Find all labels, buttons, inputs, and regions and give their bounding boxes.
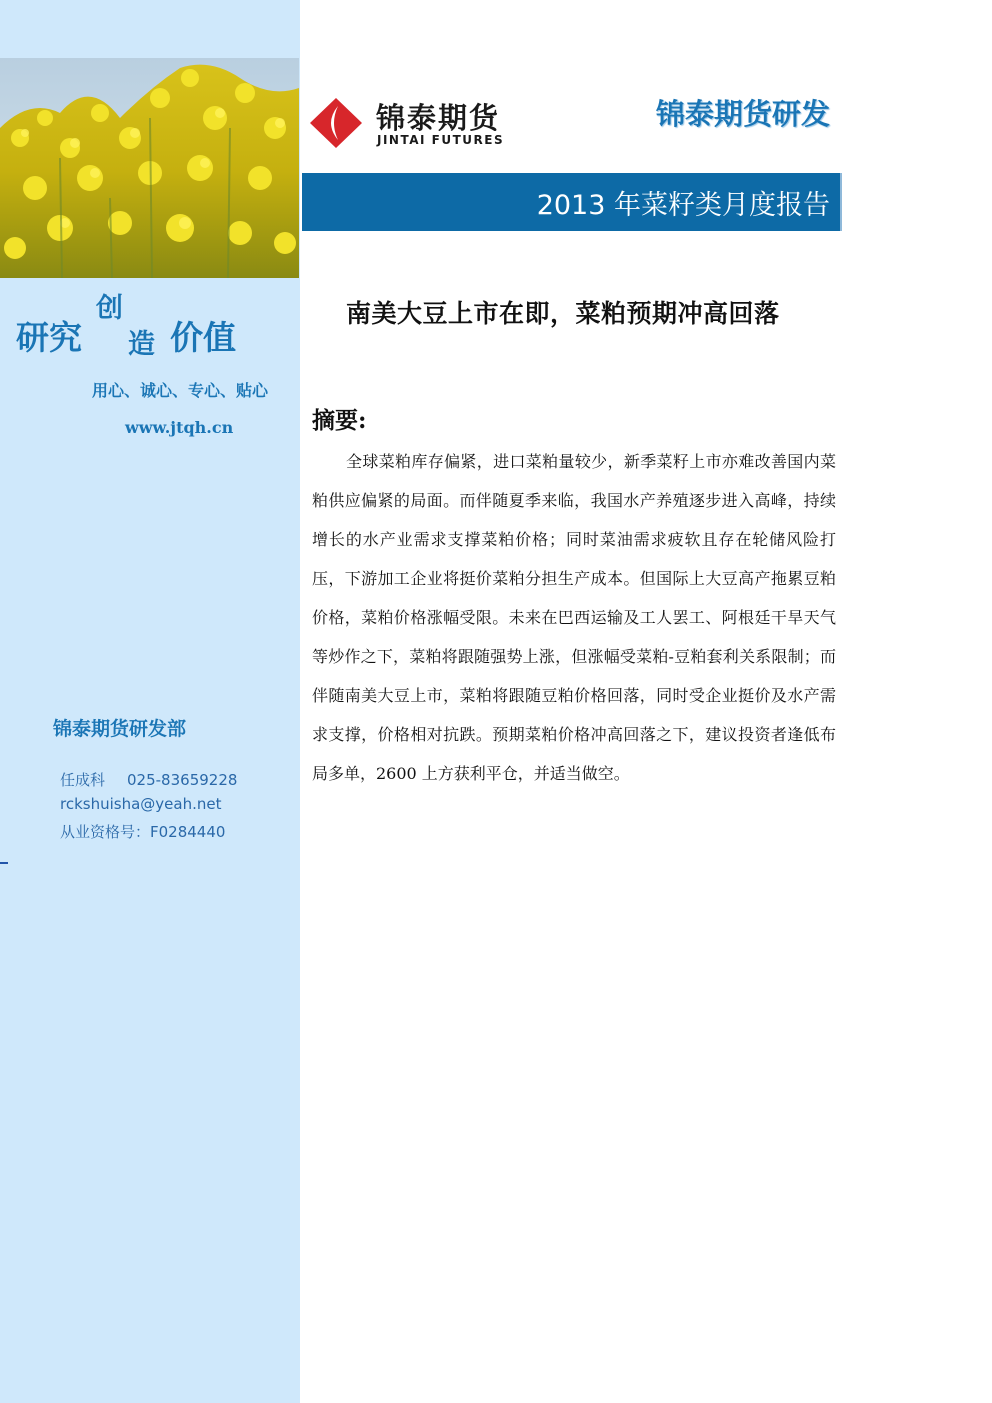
rapeseed-field-photo xyxy=(0,58,299,278)
website-link[interactable]: www.jtqh.cn xyxy=(125,418,234,437)
logo-english-name: JINTAI FUTURES xyxy=(377,133,505,147)
contact-name: 任成科 xyxy=(60,771,106,789)
header-brand-title: 锦泰期货研发 xyxy=(656,97,831,131)
report-banner xyxy=(302,173,842,231)
banner-title: 2013 年菜籽类月度报告 xyxy=(536,190,830,221)
contact-license: 从业资格号：F0284440 xyxy=(60,823,226,841)
contact-name-phone xyxy=(60,769,237,790)
contact-phone: 025-83659228 xyxy=(127,771,238,789)
slogan-research: 研究 xyxy=(16,318,82,357)
abstract-heading: 摘要: xyxy=(312,407,367,434)
rapeseed-flowers-image xyxy=(0,58,299,278)
logo-chinese-name: 锦泰期货 xyxy=(376,101,501,135)
motto: 用心、诚心、专心、贴心 xyxy=(92,381,269,400)
company-logo xyxy=(308,96,528,150)
abstract-body: 全球菜粕库存偏紧，进口菜粕量较少，新季菜籽上市亦难改善国内菜粕供应偏紧的局面。而伴随夏季来临，我国水产养殖逐步进入高峰，持续增长的水产业需求支撑菜粕价格；同时菜油需求疲软且存在轮储风险打压，下游加工企业将挺价菜粕分担生产成本。但国际上大豆高产拖累豆粕价格，菜粕价格涨幅受限。未来在巴西运输及工人罢工、阿根廷干旱天气等炒作之下，菜粕将跟随强势上涨，但涨幅受菜粕-豆粕套利关系限制；而伴随南美大豆上市，菜粕将跟随豆粕价格回落，同时受企业挺价及水产需求支撑，价格相对抗跌。预期菜粕价格冲高回落之下，建议投资者逢低布局多单，2600 上方获利平仓，并适当做空。 xyxy=(312,452,836,783)
logo-diamond-icon xyxy=(308,96,364,150)
department-name: 锦泰期货研发部 xyxy=(53,718,187,740)
sidebar xyxy=(0,0,300,1403)
slogan-create-2: 造 xyxy=(128,329,155,360)
slogan-create-1: 创 xyxy=(96,293,123,324)
slogan-value: 价值 xyxy=(170,318,236,357)
sidebar-tick-mark xyxy=(0,862,8,864)
report-title: 南美大豆上市在即，菜粕预期冲高回落 xyxy=(346,299,780,328)
contact-email[interactable]: rckshuisha@yeah.net xyxy=(60,795,222,813)
